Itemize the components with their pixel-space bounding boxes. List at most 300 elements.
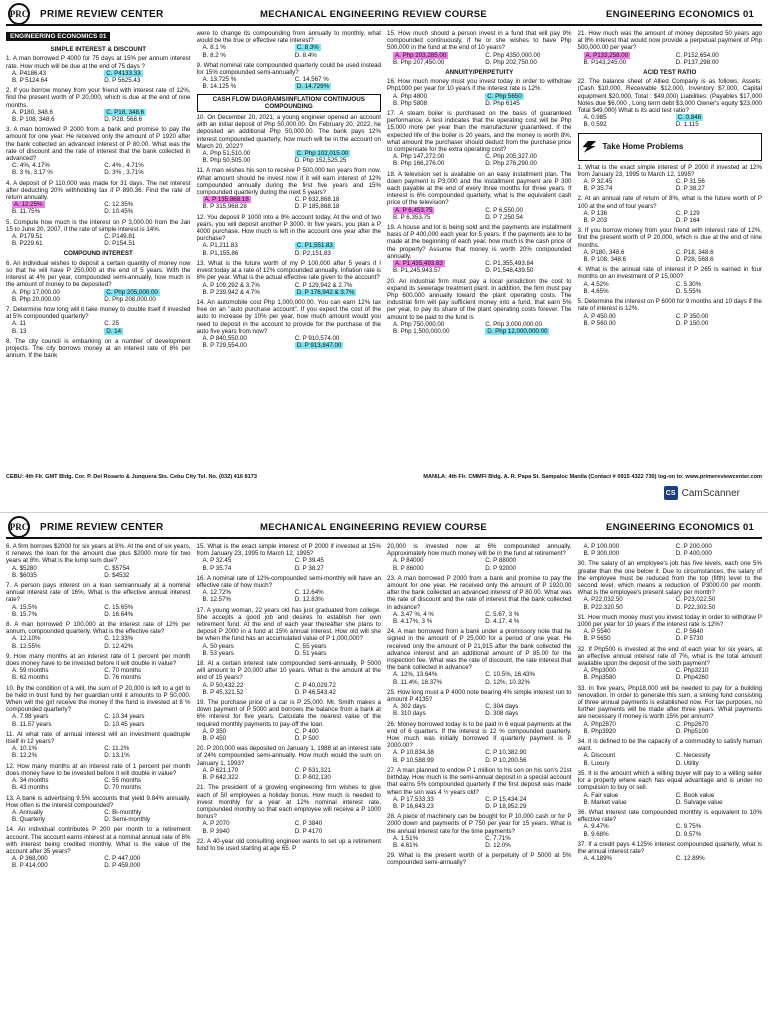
- question-item: [6, 685, 191, 728]
- answer-choice: D. P 7,250.54: [485, 213, 523, 221]
- take-home-title: Take Home Problems: [602, 142, 684, 152]
- answer-choice: A. P 50,432.22: [202, 681, 244, 689]
- answer-choice: B. P 35.74: [583, 185, 613, 193]
- question-list: [578, 164, 763, 327]
- answer-choices: [6, 201, 191, 215]
- header-rule: [6, 24, 762, 26]
- answer-choice: D. 9.57%: [675, 830, 702, 838]
- answer-choices: [197, 150, 382, 164]
- question-text: 7. A person pays interest on a loan semiannually at a nominal annual interest rate of 16%. What is the effective annual interest rate?: [6, 582, 191, 604]
- question-text: 36. What interest rate compounded monthly is equivalent to 10% effective rate?: [577, 808, 762, 824]
- answer-choice: C. Php3210: [675, 667, 709, 675]
- answer-choice: C. P 400: [294, 727, 319, 735]
- answer-choice: D. Php 152,525.25: [294, 157, 347, 165]
- question-text: 19. A house and lot is being sold and the payments are installment basis of P 400,000 each year for 5 years. If the payments are to be made at the beginning of each year, how much is the cash price of the property? Assume that money is worth 20% compounded annually.: [387, 224, 572, 260]
- answer-choice: C. 4% , 4.71%: [104, 162, 144, 170]
- question-list: [197, 30, 382, 91]
- answer-choice: B. P 414,000: [12, 862, 48, 870]
- answer-choice: D. P 602,130: [294, 774, 331, 782]
- answer-choice: D. P 38.27: [294, 564, 324, 572]
- question-text: 15. How much should a person invest in a fund that will pay 9% compounded continuously, if he or she wishes to have Php 500,000 in the fund at the end of 10 years?: [387, 30, 572, 52]
- question-item: [387, 628, 572, 686]
- question-item: [197, 575, 382, 604]
- answer-choice: C. P 200,000: [675, 543, 712, 550]
- answer-choices: [6, 289, 191, 303]
- question-item: [197, 167, 382, 210]
- question-text: 10. On December 20, 2021, a young engineer opened an account with an initial deposit of Php 50,000.00. On February 20, 2022, he deposited an additional Php 50,000.00. The bank pays 12% interest compounded quarterly, how much will be in the account on March 20, 2022?: [196, 114, 381, 150]
- question-text: 10. By the condition of a will, the sum of P 20,000 is left to a girl to be held in trust fund by her guardian until it amounts to P 50,000. When will the girl receive the money if the fund is invested at 8 % compounded quarterly?: [6, 684, 191, 714]
- question-text: 5. Determine the interest on P 6000 for 9 months and 10 days if the rate of interest is 12%.: [577, 298, 762, 313]
- answer-choices: [578, 628, 763, 642]
- answer-choices: [6, 70, 191, 84]
- question-list: [387, 543, 572, 867]
- answer-choice: D. Php 6145: [485, 99, 520, 107]
- answer-choice: B. P 450: [202, 735, 227, 743]
- answer-choices: [6, 162, 191, 176]
- answer-choice: C. 12.33%: [104, 635, 134, 643]
- center-name: PRIME REVIEW CENTER: [40, 522, 164, 533]
- question-text: 25. How long must a P 4000 note bearing 4% simple interest run to amount P 4135?: [387, 688, 572, 704]
- answer-choice: B. P 45,321.52: [202, 688, 244, 696]
- answer-choice: C. P152,654.00: [675, 51, 719, 59]
- answer-choice: B. 310 days: [393, 710, 426, 718]
- question-text: 28. A piece of machinery can be bought for P 10,000 cash or for P 2000 down and payments of P 750 per year for 15 years. What is the annual interest rate for the time payments?: [387, 813, 572, 835]
- answer-choice: A. P180, 348.6: [583, 248, 625, 256]
- question-item: [387, 110, 572, 168]
- question-item: [578, 770, 763, 806]
- answer-choice: B. P22,320.50: [583, 603, 623, 611]
- answer-choice: D. 10.45%: [104, 208, 134, 216]
- answer-choice: D. P137,298.00: [675, 58, 719, 66]
- answer-choice: C. P 129: [675, 209, 700, 217]
- answer-choices: [578, 210, 763, 224]
- answer-choice: D. P 150.00: [675, 319, 709, 327]
- answer-choice: B. 4.61%: [393, 841, 419, 849]
- question-item: [387, 543, 572, 572]
- question-text: 12. You deposit P 1000 into a 9% account today. At the end of two years, you will deposit another P 3000. In five years, you plan a P 4000 purchase. How much is left in the account one year after the purchase?: [196, 213, 381, 243]
- answer-choice: C. 9.75%: [675, 823, 702, 831]
- school-logo-icon: PRC: [8, 516, 30, 538]
- answer-choice: A. 12.10%: [12, 635, 41, 643]
- footer-cebu: CEBU: 4th Flr. GMT Bldg. Cor. P. Del Rosario & Junquera Sts. Cebu City Tel. No. (032) 416 8173: [6, 474, 257, 480]
- answer-choice: C. 11.2%: [104, 745, 130, 753]
- section-title: SIMPLE INTEREST & DISCOUNT: [50, 46, 147, 54]
- question-item: [197, 114, 382, 164]
- answer-choice: D. P 400,000: [675, 550, 712, 558]
- answer-choice: B. 11.75%: [12, 208, 41, 216]
- answer-choice: C. P 31.56: [675, 178, 705, 186]
- question-item: [578, 164, 763, 193]
- answer-choice: D. P2,151.83: [294, 249, 331, 257]
- school-logo-icon: PRC: [8, 3, 30, 25]
- answer-choice: C. P 447,000: [104, 855, 141, 863]
- answer-choice: C. 15.65%: [104, 603, 134, 611]
- question-list: [578, 543, 763, 862]
- page-1-column-3: [387, 30, 572, 470]
- question-text: 26. Money borrowed today is to be paid in 6 equal payments at the end of 6 quarters. If the interest is 12 % compounded quarterly. How much was initially borrowed if quarterly payment is P 2000.00?: [387, 720, 572, 750]
- answer-choice: B. 9.68%: [583, 830, 609, 838]
- question-item: [6, 582, 191, 618]
- answer-choice: D. P 500: [294, 735, 319, 743]
- answer-choice: A. 9.47%: [583, 823, 609, 831]
- question-text: 21. The president of a growing engineering firm wishes to give each of 50 employees a holiday bonus. How much is needed to invest monthly for a year at 12% nominal interest rate, compounded monthly so that each employee will receive a P 1000 bonus?: [196, 784, 381, 821]
- answer-choice: C. P 631,321: [294, 766, 331, 774]
- answer-choices: [578, 52, 763, 66]
- answer-choice: A. P 17,533.33: [393, 795, 434, 803]
- answer-choices: [578, 249, 763, 263]
- answer-choice: D. 308 days: [485, 710, 519, 718]
- answer-choice: D. P 913,847.00: [296, 342, 342, 350]
- answer-choice: C. Php 5650: [487, 92, 522, 100]
- answer-choice: D. P28, 568.6: [104, 116, 143, 124]
- question-text: were to change its compounding from annually to monthly, what would be the true or effective rate interest?: [196, 30, 381, 45]
- answer-choice: C. 5.67, 3 %: [485, 610, 520, 618]
- answer-choices: [387, 611, 572, 625]
- answer-choice: C. Php 3,000,000.00: [485, 320, 543, 328]
- question-text: 7. Determine how long will it take money to double itself if invested at 5% compounded quarterly?: [6, 305, 191, 321]
- answer-choice: D. 3% , 3.71%: [104, 169, 144, 177]
- question-text: 24. A man borrowed from a bank under a promissory note that he signed in the amount of P 25,000 for a period of one year. He received only the amount of P 21,915 after the bank collected the advance interest and an additional amount of P 85.00 for the inspection fee. What was the rate of discount, the rate interest that the bank collected in advance?: [387, 628, 572, 672]
- answer-choice: B. P143,245.00: [583, 58, 627, 66]
- question-item: [197, 30, 382, 59]
- answer-choice: B. Luxury: [583, 759, 610, 767]
- answer-choice: C. P23,022.50: [675, 596, 716, 604]
- answer-choice: A. 50 years: [202, 642, 234, 650]
- question-text: 11. At what rate of annual interest will an investment quadruple itself in 12 years?: [6, 730, 191, 746]
- answer-choice: C. 55 months: [104, 777, 142, 785]
- question-item: [387, 575, 572, 625]
- subject-title: ENGINEERING ECONOMICS 01: [606, 522, 755, 533]
- answer-choice: D. P 92000: [485, 564, 517, 572]
- answer-choice: A. P1,435,493.83: [395, 260, 443, 268]
- answer-choice: A. P 621,170: [202, 766, 239, 774]
- answer-choices: [6, 233, 191, 247]
- course-title: MECHANICAL ENGINEERING REVIEW COURSE: [260, 522, 488, 533]
- answer-choice: A. Discount: [583, 752, 616, 760]
- question-item: [578, 646, 763, 682]
- center-name: PRIME REVIEW CENTER: [40, 9, 164, 20]
- question-text: 34. It is defined to be the capacity of a commodity to satisfy human want.: [577, 738, 762, 753]
- question-item: [387, 78, 572, 107]
- answer-choices: [387, 557, 572, 571]
- question-item: [197, 260, 382, 296]
- answer-choices: [197, 643, 382, 657]
- answer-choice: A. P 84000: [393, 557, 424, 565]
- question-item: [6, 87, 191, 123]
- answer-choices: [387, 749, 572, 763]
- answer-choice: A. 302 days: [393, 703, 426, 711]
- answer-choice: D. P 46,543.42: [294, 688, 336, 696]
- answer-choice: C. Necessity: [675, 752, 711, 760]
- answer-choices: [387, 671, 572, 685]
- question-text: 17. A young woman, 22 years old has just graduated from college. She accepts a good job and desires to establish her own retirement fund. At the end of each year thereafter she plans to deposit P 2000 in a fund at 15% annual interest. How old will she be when the fund has an accumulated value of P 1,000,000?: [196, 606, 381, 643]
- question-text: 3. A man borrowed P 2000 from a bank and promise to pay the amount for one year. He received only the amount of P 1920 after the bank collected an advanced interest of P 80.00. What was the rate of discount and the rate of interest that the bank collected in advanced?: [6, 126, 191, 163]
- section-title: ANNUITY/PERPETUITY: [445, 69, 514, 77]
- question-item: [387, 767, 572, 810]
- question-item: [6, 306, 191, 335]
- question-item: [387, 721, 572, 764]
- answer-choice: C. 0.846: [677, 114, 702, 122]
- answer-choice: D. Salvage value: [675, 798, 723, 806]
- answer-choice: C. 12.35%: [104, 201, 134, 209]
- question-text: 20,000 is invested now at 6% compounded annually. Approximately how much money will be in the fund at retirement?: [387, 543, 572, 558]
- question-text: 35. It is the amount which a willing buyer will pay to a willing seller for a property where each has equal advantage and is under no compulsion to buy or sell.: [577, 769, 762, 792]
- question-item: [197, 699, 382, 742]
- answer-choices: [387, 703, 572, 717]
- answer-choices: [578, 855, 763, 862]
- answer-choices: [387, 93, 572, 107]
- answer-choice: C. Bi-monthly: [104, 808, 142, 816]
- answer-choice: D. 51 years: [294, 649, 327, 657]
- question-text: 14. An individual contributes P 200 per month to a retirement account. The account earns interest at a nominal annual rate of 8% with interest being credited monthly. What is the value of the account after 35 years?: [6, 826, 191, 855]
- answer-choice: A. P1,211.83: [202, 242, 238, 250]
- question-item: [387, 689, 572, 718]
- question-text: 37. If a credit pays 4.125% interest compounded quarterly, what is the annual interest rate?: [577, 840, 762, 855]
- answer-choice: D. $4532: [104, 571, 130, 579]
- answer-choice: B. 3 %, 3.17 %: [12, 169, 53, 177]
- question-text: 9. What nominal rate compounded quarterly could be used instead for 15% compounded semi-annually?: [196, 61, 381, 77]
- answer-choices: [387, 207, 572, 221]
- subject-title: ENGINEERING ECONOMICS 01: [606, 9, 755, 20]
- question-item: [387, 813, 572, 849]
- answer-choice: B. Php3580: [583, 674, 616, 682]
- answer-choices: [387, 796, 572, 810]
- answer-choice: A. 3.47 %, 4 %: [393, 610, 434, 618]
- answer-choices: [387, 321, 572, 335]
- question-item: [6, 180, 191, 216]
- answer-choice: C. P 5640: [675, 628, 704, 636]
- answer-choice: D. P 164: [675, 217, 700, 225]
- answer-choice: C. P1,551.83: [296, 242, 333, 250]
- question-list: [387, 78, 572, 335]
- question-text: 17. A steam boiler is purchased on the basis of guaranteed performance. A test indicates that the operating cost will be Php 15,000 more per year than the manufacturer guaranteed. If the expected life of the boiler is 20 years, and the money is worth 8%, what amount the purchaser should deduct from the purchase price to compensate for the extra operating cost?: [387, 110, 572, 154]
- question-text: 19. The purchase price of a car is P 25,000. Mr. Smith makes a down payment of P 5000 and borrows the balance from a bank at 6% interest for five years. Calculate the nearest value of the required monthly payments to pay-off the loan.: [196, 699, 381, 728]
- answer-choice: B. P 86000: [393, 564, 424, 572]
- answer-choice: C. P 88000: [485, 557, 517, 565]
- answer-choice: B. P 5124.64: [12, 77, 48, 85]
- answer-choice: A. 34 months: [12, 777, 49, 785]
- answer-choice: D. P 185,868.18: [294, 203, 340, 211]
- answer-choice: A. Annually: [12, 808, 43, 816]
- answer-choice: B. P 5650: [583, 635, 611, 643]
- answer-choices: [387, 260, 572, 274]
- answer-choices: [578, 792, 763, 806]
- answer-choice: C. Php 102,015.00: [296, 150, 349, 158]
- answer-choice: C. Book value: [675, 791, 715, 799]
- answer-choice: D. Semi-monthly: [104, 816, 150, 824]
- question-item: [197, 214, 382, 257]
- question-list: [197, 543, 382, 852]
- answer-choice: A. P 840,550.00: [202, 334, 247, 342]
- answer-choices: [197, 282, 382, 296]
- answer-choice: A. 4.52%: [583, 280, 609, 288]
- answer-choice: B. Php3920: [583, 727, 616, 735]
- question-text: 33. In five years, Php18,000 will be needed to pay for a building renovation. In order to generate this sum, a sinking fund consisting of three annual payments is established now. For tax purposes, no further payments will be made after three years. What payments are necessary if money is worth 15% per annum?: [577, 684, 762, 721]
- answer-choice: B. 0.592: [583, 121, 607, 129]
- question-item: [6, 55, 191, 84]
- question-item: [578, 195, 763, 224]
- answer-choice: B. P 239,942 & 4.7%: [202, 288, 260, 296]
- answer-choice: D. 1.115: [675, 121, 699, 129]
- camscanner-icon: CS: [664, 486, 678, 500]
- answer-choice: D. P154.51: [104, 240, 136, 248]
- answer-choice: C. P 350.00: [675, 312, 709, 320]
- answer-choice: B. Php 50,505.00: [202, 157, 251, 165]
- answer-choice: D. P22,302.50: [675, 603, 716, 611]
- answer-choice: C. 55 years: [294, 642, 327, 650]
- section-title: COMPOUND INTEREST: [63, 250, 133, 258]
- answer-choice: D. Php5100: [675, 727, 709, 735]
- answer-choices: [6, 565, 191, 579]
- answer-choice: A. P 135,868.18: [204, 196, 249, 204]
- answer-choice: B. 11.57 years: [12, 720, 52, 728]
- answer-choice: A. Php3000: [583, 667, 616, 675]
- answer-choice: A. P 32.45: [202, 557, 232, 565]
- question-item: [6, 219, 191, 248]
- section-title: CASH FLOW DIAGRAMS/INFLATION/ CONTINUOUS COMPOUNDING: [197, 94, 382, 112]
- answer-choice: A. P22,032.50: [583, 596, 623, 604]
- question-text: 14. An automobile cost Php 1,000,000.00. You can earn 12% tax free on an "auto purchase account". If you expect the cost of the auto to increase by 10% per year, how much amount would you need to deposit in the account to provide for the purchase of the auto five years from now?: [196, 298, 381, 335]
- answer-choice: C. 7.71%: [485, 834, 511, 842]
- answer-choices: [197, 242, 382, 256]
- answer-choices: [6, 109, 191, 123]
- answer-choice: C. 14.567 %: [294, 76, 329, 84]
- page-1-column-1: [6, 30, 191, 470]
- question-list: [578, 30, 763, 66]
- answer-choice: B. P 560.00: [583, 319, 616, 327]
- question-list: [6, 543, 191, 870]
- answer-choices: [197, 767, 382, 781]
- answer-choice: D. 13.1%: [104, 752, 130, 760]
- answer-choice: B. Php 1,500,000.00: [393, 327, 450, 335]
- answer-choice: D. 12.83%: [294, 596, 324, 604]
- footer-manila: MANILA: 4th Flr. CMMFI Bldg. A. R. Papa St. Sampaloc Manila (Contact # 0915 4322 730) log-on to: www.primereviewcenter.com: [423, 474, 762, 480]
- question-text: 27. A man planned to endow P 1 million to his son on his son's 21st birthday. How much is the semi-annual deposit in a special account that earns 5% compounded quarterly if the first deposit was made when the son was 4 ½ years old?: [387, 766, 572, 796]
- answer-choice: B. P 642,322: [202, 774, 239, 782]
- question-list: [387, 30, 572, 66]
- question-item: [6, 795, 191, 824]
- question-text: 21. How much was the amount of money deposited 50 years ago at 8% interest that would now provide a perpetual payment of Php 500,000.00 per year?: [577, 30, 762, 52]
- answer-choice: B. P 35.74: [202, 564, 232, 572]
- answer-choice: A. P 450.00: [583, 312, 616, 320]
- answer-choice: D. P1,548,439.50: [485, 267, 534, 275]
- answer-choice: A. Php 147,272.00: [393, 153, 445, 161]
- answer-choice: B. 11.4%, 18.37%: [393, 678, 443, 686]
- answer-choice: B. 15.7%: [12, 610, 38, 618]
- question-text: 6. An individual wishes to deposit a certain quantity of money now so that he will have P 250,000 at the end of 5 years. With the interest at 4% per year, compounded semi-annually, how much is the amount of money to be deposited?: [6, 259, 191, 289]
- answer-choice: C. Php 205,000.00: [106, 288, 158, 296]
- question-item: [197, 660, 382, 696]
- answer-choice: C. 12.64%: [294, 589, 324, 597]
- question-text: 2. If you borrow money from your friend with interest rate of 12%, find the present worth of P 20,000, which is due at the end of nine months.: [6, 87, 191, 109]
- answer-choice: A. Php 4800: [393, 92, 428, 100]
- page-1-columns: [6, 30, 762, 470]
- question-list: [6, 260, 191, 360]
- question-text: 5. Compute how much is the interest on P 3,000.00 from the Jan 15 to June 20, 2007, if the rate of simple interest is 14%.: [6, 218, 191, 233]
- answer-choice: A. Php 203,285.00: [395, 51, 447, 59]
- answer-choice: B. P 108, 348.6: [12, 116, 55, 124]
- answer-choice: C. 12.89%: [675, 855, 705, 863]
- answer-choice: C. P 10,382.90: [485, 749, 527, 757]
- question-item: [197, 838, 382, 852]
- answer-choices: [6, 713, 191, 727]
- answer-choice: D. 14.729%: [296, 83, 330, 91]
- question-text: 4. A deposit of P 110,000 was made for 31 days. The net interest after deducting 20% withholding tax if P 890.36. Find the rate of return annually.: [6, 179, 191, 202]
- answer-choice: C. $5754: [104, 564, 130, 572]
- answer-choice: A. Php 750,000.00: [393, 320, 445, 328]
- answer-choices: [6, 667, 191, 681]
- answer-choices: [6, 320, 191, 334]
- answer-choice: C. P18, 348.6: [106, 108, 145, 116]
- answer-choice: D. Php 276,290.00: [485, 160, 537, 168]
- answer-choice: D. 8.4%: [294, 51, 317, 59]
- answer-choices: [578, 752, 763, 766]
- answer-choice: C. P 15,434.24: [485, 795, 527, 803]
- section-bar: ENGINEERING ECONOMICS 01: [6, 32, 110, 41]
- answer-choice: B. 14.125 %: [202, 83, 237, 91]
- answer-choice: B. P 203: [583, 217, 608, 225]
- answer-choice: C. P18, 348.6: [675, 248, 714, 256]
- answer-choice: B. P1,155.86: [202, 249, 239, 257]
- answer-choice: D. P 5625.43: [104, 77, 141, 85]
- question-item: [6, 338, 191, 360]
- answer-choice: A. P133,258.00: [585, 51, 629, 59]
- question-item: [578, 685, 763, 735]
- answer-choice: D. P 38.27: [675, 185, 705, 193]
- answer-choice: D. 12.0%: [485, 841, 511, 849]
- answer-choice: A. 12.25%: [14, 201, 43, 209]
- answer-choices: [197, 76, 382, 90]
- answer-choice: C. P1,355,493.84: [485, 260, 534, 268]
- answer-choice: C. 4%, 4.17%: [12, 162, 50, 170]
- question-item: [387, 30, 572, 66]
- answer-choice: B. 12.2%: [12, 752, 38, 760]
- answer-choice: C. P 3840: [294, 820, 323, 828]
- answer-choice: B. Php 5808: [393, 99, 428, 107]
- question-text: 22. The balance sheet of Allied Company is as follows: Assets: (Cash $10,000, Receivable $12,000, Inventory $7,000, Capital equipment $20,000, Total : $49,000) Liabilities: (Payables $17,000 Notes due $6,000 , Long term debt $3,000 Owner's equity $23,000 Total $49,000) What is its acid test ratio?: [577, 78, 762, 115]
- question-item: [578, 266, 763, 295]
- question-text: 1. A man borrowed P 4000 for 75 days at 15% per annum interest rate. How much will be due at the end of 75 days ?: [6, 55, 191, 70]
- answer-choice: B. Php 207,450.00: [393, 58, 445, 66]
- answer-choice: D. P 4170: [294, 827, 323, 835]
- question-text: 11. A man wishes his son to receive P 500,000 ten years from now. What amount should he invest now if it will earn interest of 12% compounded annually during the first five years and 15% compounded quarterly during the next 5 years?: [196, 167, 381, 197]
- answer-choice: D. 70 months: [104, 784, 142, 792]
- question-text: 15. What is the exact simple interest of P 2000 if invested at 15% from January 23, 1995 to March 12, 1995?: [196, 543, 381, 558]
- question-item: [578, 614, 763, 643]
- page-1-footer: [6, 474, 762, 480]
- camscanner-label: CamScanner: [681, 487, 740, 499]
- answer-choice: C. P4133.33: [106, 69, 141, 77]
- answer-choices: [197, 820, 382, 834]
- answer-choice: B. $6035: [12, 571, 37, 579]
- answer-choice: C. 70 months: [104, 667, 142, 675]
- answer-choice: A. P 5540: [583, 628, 611, 636]
- answer-choices: [197, 682, 382, 696]
- answer-choice: A. 1.51%: [393, 834, 419, 842]
- answer-choice: D. 14: [106, 327, 122, 335]
- question-text: 30. The salary of an employee's job has five levels, each one 5% greater than the one below it. Due to circumstances, the salary of the employee must be reduced from the top (fifth) level to the second level, which means a reduction of P3000.00 per month. What is the employee's present salary per month?: [577, 560, 762, 597]
- answer-choice: C. 10.5%, 16.43%: [485, 671, 536, 679]
- section-title: ACID TEST RATIO: [643, 69, 697, 77]
- answer-choice: A. Php2870: [583, 720, 616, 728]
- answer-choices: [578, 281, 763, 295]
- answer-choice: C. Php 4350,000.00: [485, 51, 541, 59]
- question-item: [6, 126, 191, 176]
- question-text: 13. A bank is advertising 9.5% accounts that yield 9.84% annually. How often is the interest compounded?: [6, 794, 191, 809]
- question-text: 3. If you borrow money from your friend with interest rate of 12%, find the present worth of P 20,000, which is due at the end of nine months.: [577, 227, 762, 249]
- question-item: [387, 171, 572, 221]
- question-text: 16. A nominal rate of 12%-compounded semi-monthly will have an effective rate of how much?: [196, 574, 381, 590]
